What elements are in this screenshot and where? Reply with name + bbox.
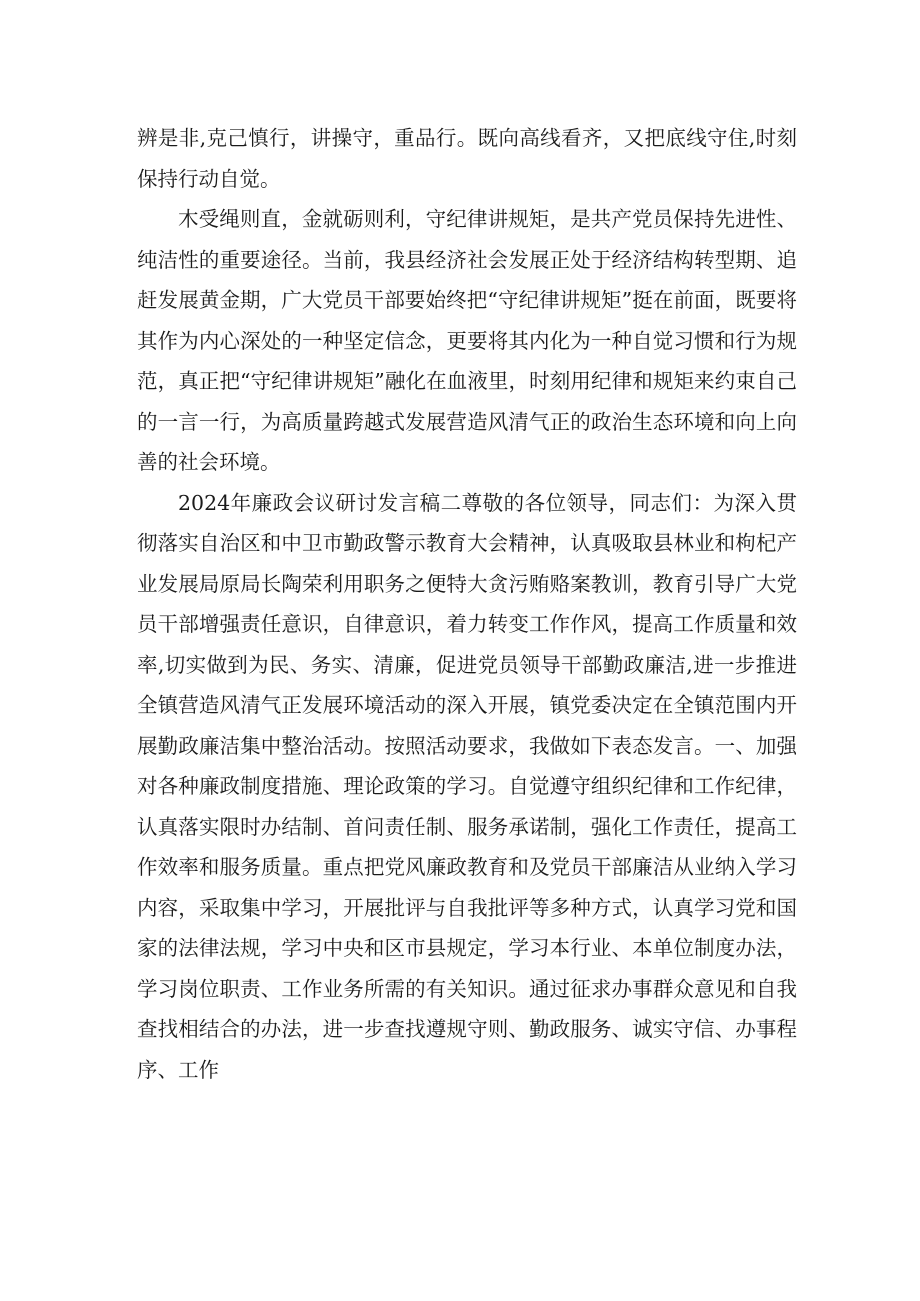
paragraph-speech-draft-two: 2024年廉政会议研讨发言稿二尊敬的各位领导，同志们：为深入贯彻落实自治区和中卫市勤政警示教育大会精神，认真吸取县林业和枸杞产业发展局原局长陶荣利用职务之便特大贪污贿赂案教训，教育引导广大党员干部增强责任意识，自律意识，着力转变工作作风，提高工作质量和效率,切实做到为民、务实、清廉，促进党员领导干部勤政廉洁,进一步推进全镇营造风清气正发展环境活动的深入开展，镇党委决定在全镇范围内开展勤政廉洁集中整治活动。按照活动要求，我做如下表态发言。一、加强对各种廉政制度措施、理论政策的学习。自觉遵守组织纪律和工作纪律，认真落实限时办结制、首问责任制、服务承诺制，强化工作责任，提高工作效率和服务质量。重点把党风廉政教育和及党员干部廉洁从业纳入学习内容，采取集中学习，开展批评与自我批评等多种方式，认真学习党和国家的法律法规，学习中央和区市县规定，学习本行业、本单位制度办法，学习岗位职责、工作业务所需的有关知识。通过征求办事群众意见和自我查找相结合的办法，进一步查找遵规守则、勤政服务、诚实守信、办事程序、工作 (137, 490, 797, 1082)
document-body (137, 118, 797, 1090)
paragraph-continuation: 辨是非,克己慎行，讲操守，重品行。既向高线看齐，又把底线守住,时刻保持行动自觉。 (137, 126, 797, 191)
paragraph-discipline-rules: 木受绳则直，金就砺则利，守纪律讲规矩，是共产党员保持先进性、纯洁性的重要途径。当前，我县经济社会发展正处于经济结构转型期、追赶发展黄金期，广大党员干部要始终把“守纪律讲规矩”挺在前面，既要将其作为内心深处的一种坚定信念，更要将其内化为一种自觉习惯和行为规范，真正把“守纪律讲规矩”融化在血液里，时刻用纪律和规矩来约束自己的一言一行，为高质量跨越式发展营造风清气正的政治生态环境和向上向善的社会环境。 (137, 207, 797, 474)
